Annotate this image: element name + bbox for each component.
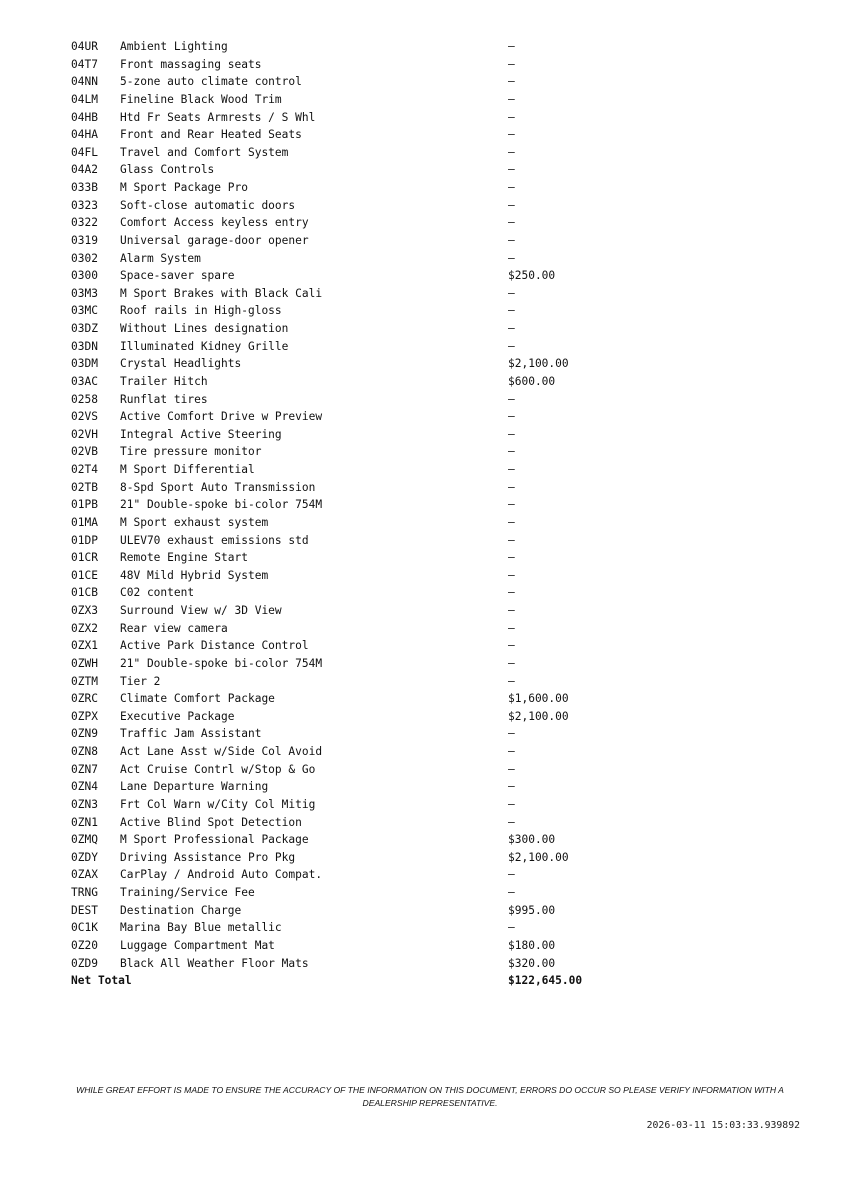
option-price: — (508, 304, 515, 318)
option-description: 21" Double-spoke bi-color 754M (120, 498, 323, 512)
option-description: Ambient Lighting (120, 40, 228, 53)
option-price: — (508, 75, 515, 89)
option-price: — (508, 198, 515, 212)
option-description: M Sport Brakes with Black Cali (120, 286, 323, 300)
option-price: — (508, 604, 515, 617)
option-row (71, 919, 631, 937)
option-row (71, 391, 631, 409)
option-code: 0ZAX (71, 868, 98, 882)
option-price: — (508, 515, 515, 529)
option-price: — (508, 251, 515, 265)
option-price: — (508, 427, 515, 441)
option-description: Marina Bay Blue metallic (120, 921, 282, 935)
option-row (71, 937, 631, 955)
option-price: — (508, 163, 515, 177)
option-price: — (508, 586, 515, 600)
option-price: $2,100.00 (508, 850, 569, 864)
option-row (71, 549, 631, 567)
option-code: 0302 (71, 251, 98, 265)
option-row (71, 761, 631, 779)
option-price: — (508, 568, 515, 582)
option-description: Training/Service Fee (120, 886, 255, 899)
option-code: 04FL (71, 145, 98, 159)
option-description: Illuminated Kidney Grille (120, 339, 289, 353)
option-description: Luggage Compartment Mat (120, 938, 275, 952)
option-code: 0ZN9 (71, 727, 98, 741)
option-description: Htd Fr Seats Armrests / S Whl (120, 110, 316, 124)
option-description: Active Comfort Drive w Preview (120, 410, 323, 424)
option-row (71, 602, 631, 620)
options-list (71, 38, 631, 990)
option-price: — (508, 498, 515, 512)
option-row (71, 338, 631, 356)
option-description: Remote Engine Start (120, 551, 248, 565)
option-price: $2,100.00 (508, 709, 569, 723)
option-description: Fineline Black Wood Trim (120, 92, 282, 106)
option-row (71, 690, 631, 708)
option-row (71, 814, 631, 832)
option-price: $320.00 (508, 956, 556, 970)
option-row (71, 902, 631, 920)
option-row (71, 443, 631, 461)
option-code: 0ZN8 (71, 745, 98, 758)
option-description: Travel and Comfort System (120, 145, 289, 159)
option-code: 0ZD9 (71, 956, 98, 970)
option-price: — (508, 674, 515, 688)
option-description: 5-zone auto climate control (120, 75, 302, 89)
option-description: Active Park Distance Control (120, 639, 309, 653)
option-row (71, 620, 631, 638)
option-row (71, 267, 631, 285)
option-description: C02 content (120, 586, 195, 600)
option-description: Tier 2 (120, 674, 161, 688)
option-price: $180.00 (508, 938, 556, 952)
option-description: Tire pressure monitor (120, 445, 262, 459)
option-code: 033B (71, 181, 98, 194)
option-row (71, 426, 631, 444)
option-code: 02VB (71, 445, 98, 459)
option-row (71, 831, 631, 849)
option-code: 0ZN7 (71, 762, 98, 776)
option-code: 04LM (71, 92, 98, 106)
option-price: — (508, 233, 515, 247)
option-row (71, 250, 631, 268)
option-code: 03AC (71, 374, 98, 388)
option-code: 0Z20 (71, 938, 98, 952)
option-price: — (508, 322, 515, 335)
option-code: 0ZN4 (71, 780, 98, 794)
option-row (71, 708, 631, 726)
option-price: — (508, 533, 515, 547)
option-description: Frt Col Warn w/City Col Mitig (120, 797, 316, 811)
option-code: 04T7 (71, 57, 98, 71)
option-row (71, 126, 631, 144)
option-code: 0322 (71, 216, 98, 230)
option-description: Front and Rear Heated Seats (120, 128, 302, 142)
print-timestamp: 2026-03-11 15:03:33.939892 (646, 1120, 800, 1131)
option-code: 0ZN3 (71, 797, 98, 811)
option-row (71, 56, 631, 74)
option-price: — (508, 92, 515, 106)
option-code: 0ZWH (71, 656, 98, 670)
option-code: 01CB (71, 586, 98, 600)
option-price: — (508, 639, 515, 653)
option-price: — (508, 797, 515, 811)
option-code: 01CE (71, 568, 98, 582)
net-total-label: Net Total (71, 974, 132, 988)
option-code: 01PB (71, 498, 98, 512)
option-row (71, 479, 631, 497)
net-total-value: $122,645.00 (508, 974, 583, 988)
option-price: — (508, 921, 515, 935)
option-row (71, 796, 631, 814)
option-description: Comfort Access keyless entry (120, 216, 309, 230)
option-description: Alarm System (120, 251, 201, 265)
option-price: — (508, 780, 515, 794)
option-price: — (508, 57, 515, 71)
option-row (71, 461, 631, 479)
option-row (71, 866, 631, 884)
option-row (71, 197, 631, 215)
option-code: 0319 (71, 233, 98, 247)
option-code: 0258 (71, 392, 98, 406)
option-row (71, 955, 631, 973)
option-price: — (508, 727, 515, 741)
option-price: $2,100.00 (508, 357, 569, 371)
option-code: 0ZX3 (71, 604, 98, 617)
option-row (71, 673, 631, 691)
option-price: — (508, 445, 515, 459)
option-code: 0ZRC (71, 692, 98, 706)
option-description: Crystal Headlights (120, 357, 242, 371)
option-code: 02T4 (71, 463, 98, 476)
option-description: Integral Active Steering (120, 427, 282, 441)
option-row (71, 232, 631, 250)
option-row (71, 725, 631, 743)
option-code: 04HA (71, 128, 98, 142)
option-price: — (508, 886, 515, 899)
option-row (71, 144, 631, 162)
option-code: 03DZ (71, 322, 98, 335)
option-row (71, 73, 631, 91)
option-row (71, 584, 631, 602)
option-description: Without Lines designation (120, 322, 289, 335)
option-code: 03M3 (71, 286, 98, 300)
option-description: 8-Spd Sport Auto Transmission (120, 480, 316, 494)
option-row (71, 884, 631, 902)
option-price: — (508, 181, 515, 194)
option-code: 02VH (71, 427, 98, 441)
option-code: 04NN (71, 75, 98, 89)
option-code: 0ZX2 (71, 621, 98, 635)
option-row (71, 214, 631, 232)
option-price: — (508, 480, 515, 494)
option-description: M Sport Package Pro (120, 181, 248, 194)
option-code: 0ZMQ (71, 833, 98, 847)
option-price: — (508, 656, 515, 670)
option-price: — (508, 410, 515, 424)
option-description: M Sport Differential (120, 463, 255, 476)
option-code: 02VS (71, 410, 98, 424)
option-row (71, 408, 631, 426)
option-row (71, 179, 631, 197)
option-price: $995.00 (508, 903, 556, 917)
option-code: 04UR (71, 40, 98, 53)
option-row (71, 532, 631, 550)
option-code: 04A2 (71, 163, 98, 177)
option-description: Runflat tires (120, 392, 208, 406)
option-price: — (508, 339, 515, 353)
option-row (71, 567, 631, 585)
option-row (71, 285, 631, 303)
option-code: 02TB (71, 480, 98, 494)
option-price: — (508, 40, 515, 53)
option-row (71, 496, 631, 514)
option-price: — (508, 392, 515, 406)
option-price: — (508, 145, 515, 159)
option-code: 0323 (71, 198, 98, 212)
option-row (71, 320, 631, 338)
option-description: Driving Assistance Pro Pkg (120, 850, 296, 864)
option-row (71, 655, 631, 673)
option-code: 0300 (71, 269, 98, 283)
option-price: — (508, 463, 515, 476)
option-code: 0ZDY (71, 850, 98, 864)
option-description: Destination Charge (120, 903, 242, 917)
option-price: — (508, 128, 515, 142)
option-code: 0ZN1 (71, 815, 98, 829)
option-description: Act Cruise Contrl w/Stop & Go (120, 762, 316, 776)
option-description: Rear view camera (120, 621, 228, 635)
option-price: — (508, 216, 515, 230)
option-price: — (508, 762, 515, 776)
option-price: — (508, 551, 515, 565)
option-code: 0ZPX (71, 709, 98, 723)
option-code: 0ZX1 (71, 639, 98, 653)
option-row (71, 514, 631, 532)
option-price: — (508, 286, 515, 300)
option-description: Roof rails in High-gloss (120, 304, 282, 318)
option-description: Front massaging seats (120, 57, 262, 71)
option-price: — (508, 621, 515, 635)
option-description: ULEV70 exhaust emissions std (120, 533, 309, 547)
option-code: 01CR (71, 551, 98, 565)
option-description: Climate Comfort Package (120, 692, 275, 706)
disclaimer-text: WHILE GREAT EFFORT IS MADE TO ENSURE THE ACCURACY OF THE INFORMATION ON THIS DOCUMENT, ERRORS DO OCCUR SO PLEASE VERIFY INFORMATION WITH A DEALERSHIP REPRESENTATIVE. (76, 1085, 784, 1108)
option-row (71, 161, 631, 179)
option-price: — (508, 110, 515, 124)
option-description: Traffic Jam Assistant (120, 727, 262, 741)
option-row (71, 373, 631, 391)
option-description: Act Lane Asst w/Side Col Avoid (120, 745, 323, 758)
option-code: 03DN (71, 339, 98, 353)
option-price: $300.00 (508, 833, 556, 847)
option-code: 03MC (71, 304, 98, 318)
option-description: Trailer Hitch (120, 374, 208, 388)
option-description: 21" Double-spoke bi-color 754M (120, 656, 323, 670)
option-row (71, 743, 631, 761)
option-code: 0ZTM (71, 674, 98, 688)
option-row (71, 91, 631, 109)
option-description: Surround View w/ 3D View (120, 604, 282, 617)
option-code: TRNG (71, 886, 98, 899)
option-price: $250.00 (508, 269, 556, 283)
option-description: Space-saver spare (120, 269, 235, 283)
option-row (71, 302, 631, 320)
option-row (71, 109, 631, 127)
option-description: Lane Departure Warning (120, 780, 269, 794)
option-code: DEST (71, 903, 98, 917)
option-row (71, 38, 631, 56)
option-code: 04HB (71, 110, 98, 124)
option-row (71, 778, 631, 796)
option-price: — (508, 868, 515, 882)
option-price: — (508, 745, 515, 758)
option-description: M Sport exhaust system (120, 515, 269, 529)
option-description: Glass Controls (120, 163, 215, 177)
option-description: Soft-close automatic doors (120, 198, 296, 212)
option-description: 48V Mild Hybrid System (120, 568, 269, 582)
option-row (71, 355, 631, 373)
option-row (71, 849, 631, 867)
option-description: Black All Weather Floor Mats (120, 956, 309, 970)
option-code: 0C1K (71, 921, 98, 935)
net-total-row (71, 972, 631, 990)
option-description: Executive Package (120, 709, 235, 723)
option-price: $600.00 (508, 374, 556, 388)
option-code: 01MA (71, 515, 98, 529)
option-description: Active Blind Spot Detection (120, 815, 302, 829)
option-code: 01DP (71, 533, 98, 547)
option-description: M Sport Professional Package (120, 833, 309, 847)
option-code: 03DM (71, 357, 98, 371)
option-price: — (508, 815, 515, 829)
option-description: Universal garage-door opener (120, 233, 309, 247)
option-description: CarPlay / Android Auto Compat. (120, 868, 323, 882)
option-price: $1,600.00 (508, 692, 569, 706)
option-row (71, 637, 631, 655)
